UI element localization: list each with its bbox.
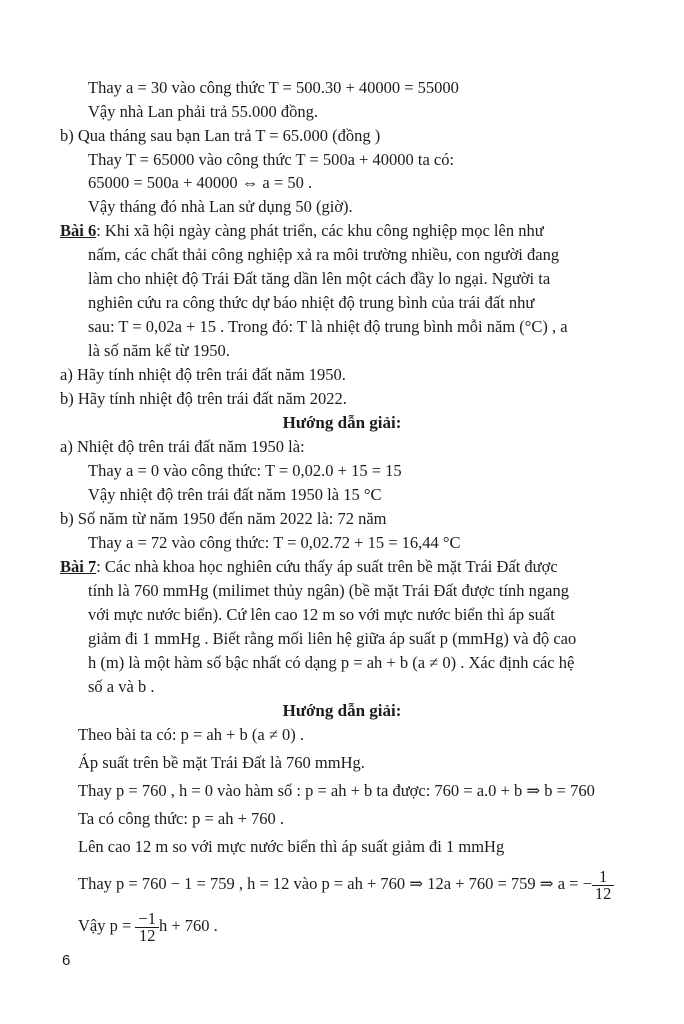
text-line: nấm, các chất thải công nghiệp xả ra môi trường nhiều, con người đang bbox=[88, 245, 560, 264]
text-line: tính là 760 mmHg (milimet thủy ngân) (bề mặt Trái Đất được tính ngang bbox=[88, 581, 569, 600]
solution-line: Thay a = 0 vào công thức: T = 0,02.0 + 15 = 15 bbox=[88, 461, 402, 480]
conclusion-line: Vậy p = $\frac{-1}{12}$ h + 760 . bbox=[78, 908, 218, 945]
page-number: 6 bbox=[62, 952, 71, 969]
text-line: Thay a = 30 vào công thức T = 500.30 + 40000 = 55000 bbox=[88, 78, 459, 97]
solution-line: Theo bài ta có: p = ah + b (a ≠ 0) . bbox=[78, 725, 305, 744]
text-line: với mực nước biển). Cứ lên cao 12 m so với mực nước biển thì áp suất bbox=[88, 605, 555, 624]
solution-line: a) Nhiệt độ trên trái đất năm 1950 là: bbox=[60, 437, 305, 456]
solution-line: Lên cao 12 m so với mực nước biển thì áp suất giảm đi 1 mmHg bbox=[78, 837, 505, 856]
text-line: Vậy tháng đó nhà Lan sử dụng 50 (giờ). bbox=[88, 197, 353, 216]
text-line: là số năm kể từ 1950. bbox=[88, 341, 230, 360]
text-line: Thay T = 65000 vào công thức T = 500a + 40000 ta có: bbox=[88, 150, 455, 169]
text-line: 65000 = 500a + 40000 ⇔ a = 50 . bbox=[88, 173, 313, 192]
exercise-7-label: Bài 7 bbox=[60, 557, 97, 576]
text-line: số a và b . bbox=[88, 677, 155, 696]
solution-line-fraction: Thay p = 760 − 1 = 759 , h = 12 vào p = ah + 760 ⇒ 12a + 760 = 759 ⇒ a = − $\frac{1}{12}$ bbox=[78, 864, 614, 904]
text-line: Vậy nhà Lan phải trả 55.000 đồng. bbox=[88, 102, 319, 121]
exercise-7-statement: Bài 7: Các nhà khoa học nghiên cứu thấy áp suất trên bề mặt Trái Đất được bbox=[60, 557, 558, 576]
text-line: nghiên cứu ra công thức dự báo nhiệt độ trung bình của trái đất như bbox=[88, 293, 535, 312]
question-a: a) Hãy tính nhiệt độ trên trái đất năm 1950. bbox=[60, 365, 346, 384]
exercise-6-label: Bài 6 bbox=[60, 221, 97, 240]
question-b: b) Hãy tính nhiệt độ trên trái đất năm 2022. bbox=[60, 389, 347, 408]
text-line: h (m) là một hàm số bậc nhất có dạng p = ah + b (a ≠ 0) . Xác định các hệ bbox=[88, 653, 575, 672]
fraction: $\frac{1}{12}$ bbox=[592, 869, 615, 902]
text-line: sau: T = 0,02a + 15 . Trong đó: T là nhiệt độ trung bình mỗi năm (°C) , a bbox=[88, 317, 568, 336]
solution-line: Vậy nhiệt độ trên trái đất năm 1950 là 15 °C bbox=[88, 485, 382, 504]
solution-line: Thay a = 72 vào công thức: T = 0,02.72 + 15 = 16,44 °C bbox=[88, 533, 461, 552]
solution-heading: Hướng dẫn giải: bbox=[282, 701, 402, 720]
fraction: $\frac{-1}{12}$ bbox=[135, 911, 159, 944]
exercise-6-statement: Bài 6: Khi xã hội ngày càng phát triển, các khu công nghiệp mọc lên như bbox=[60, 221, 544, 240]
solution-line: Áp suất trên bề mặt Trái Đất là 760 mmHg. bbox=[78, 753, 365, 772]
solution-line: Ta có công thức: p = ah + 760 . bbox=[78, 809, 285, 828]
solution-line: b) Số năm từ năm 1950 đến năm 2022 là: 72 năm bbox=[60, 509, 387, 528]
solution-heading: Hướng dẫn giải: bbox=[282, 413, 402, 432]
text-line: làm cho nhiệt độ Trái Đất tăng dần lên một cách đầy lo ngại. Người ta bbox=[88, 269, 551, 288]
solution-line: Thay p = 760 , h = 0 vào hàm số : p = ah + b ta được: 760 = a.0 + b ⇒ b = 760 bbox=[78, 781, 595, 800]
text-line: giảm đi 1 mmHg . Biết rằng mối liên hệ giữa áp suất p (mmHg) và độ cao bbox=[88, 629, 577, 648]
text-line: b) Qua tháng sau bạn Lan trả T = 65.000 (đồng ) bbox=[60, 126, 381, 145]
